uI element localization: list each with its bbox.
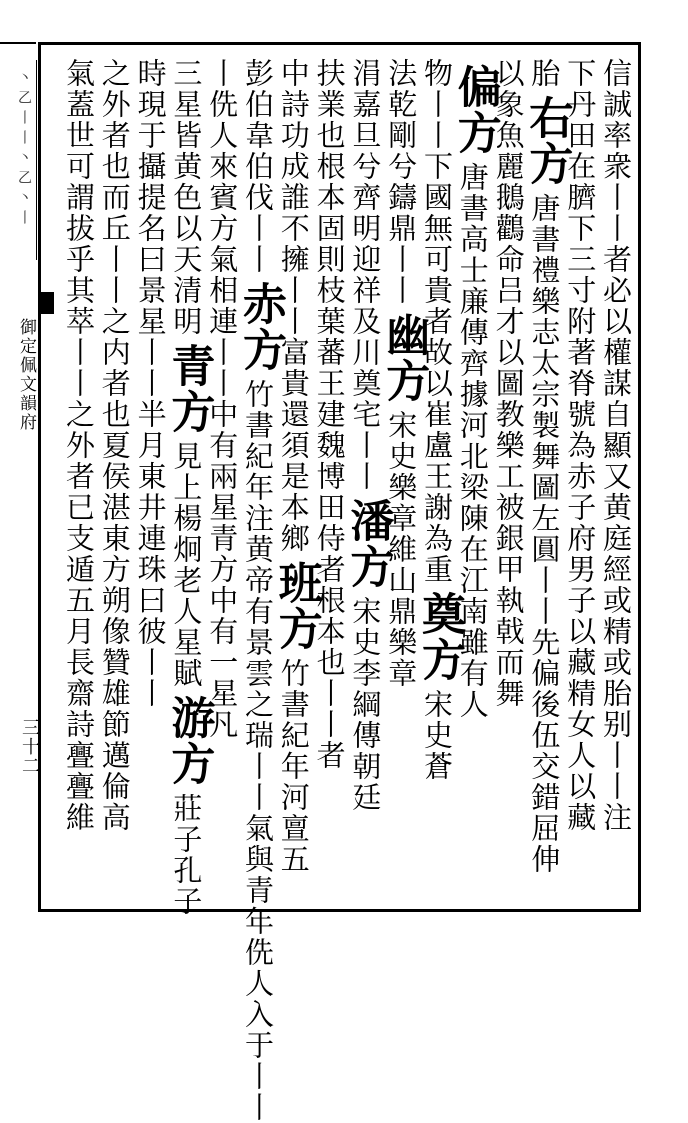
text-column	[59, 58, 99, 908]
entry-heading: 赤方	[235, 281, 286, 373]
column-text: 唐書禮樂志太宗製舞圖左圓丨丨先偏後伍交錯屈伸	[527, 193, 562, 875]
text-column	[235, 58, 286, 1123]
entry-heading: 游方	[163, 695, 215, 787]
column-text: 以象魚麗鵝鸛命吕才以圖教樂工被銀甲執戟而舞	[491, 58, 526, 709]
entry-heading: 青方	[163, 343, 215, 435]
entry-heading: 奠方	[414, 591, 465, 683]
margin-top-fragment: 丶乙丨丨丶乙丶丨	[16, 70, 32, 230]
column-text: 氣蓋世可謂拔乎其萃丨丨之外者已支遁五月長齋詩亹亹維	[62, 58, 96, 833]
text-column	[489, 58, 529, 908]
text-column	[449, 58, 501, 908]
column-text: 竹書紀年注黄帝有景雲之瑞丨丨氣與青	[241, 379, 275, 906]
text-column	[378, 58, 430, 908]
column-text: 方氣相連丨丨中有兩星青方中有一星凡	[205, 213, 240, 740]
column-text: 唐書高士廉傳齊據河北梁陳在江南雖有人	[455, 162, 490, 720]
column-text: 鼎樂章	[384, 596, 419, 689]
column-text: 見上楊炯老人星賦	[169, 441, 204, 689]
book-title: 御定佩文韻府	[16, 318, 36, 432]
column-text: 丨丨半月東井連珠	[133, 337, 168, 585]
column-text: 宋史樂章維山	[384, 410, 419, 596]
column-text: 法乾剛兮鑄鼎丨丨	[384, 58, 419, 306]
text-column	[95, 58, 135, 908]
text-column	[270, 58, 322, 908]
text-column	[131, 58, 171, 908]
column-text: 之外者也而丘丨丨之内者也夏侯湛東方朔像贊雄節邁倫高	[97, 58, 132, 833]
column-text: 信誠率衆丨丨者必以權謀自顯又黄庭經或精或胎别丨丨注	[599, 58, 633, 833]
entry-heading: 潘方	[342, 498, 394, 590]
column-text: 下丹田在臍下三寸附著脊號為赤子府男子以藏精女人以藏	[563, 58, 598, 833]
text-column	[310, 58, 350, 908]
column-text: 涓嘉旦兮齊明迎祥	[348, 58, 383, 306]
page-number: 三十二	[19, 718, 40, 775]
entry-heading: 班方	[270, 560, 322, 652]
margin-top-rule	[0, 42, 36, 44]
frame-bottom-rule	[38, 909, 640, 912]
entry-heading: 右方	[521, 95, 573, 187]
entry-heading: 偏方	[449, 64, 501, 156]
column-text: 丨侁人來賓	[205, 58, 240, 213]
column-text: 胎	[527, 58, 562, 89]
column-text: 宋史蒼	[420, 689, 454, 782]
text-column	[414, 58, 465, 908]
text-column	[342, 58, 394, 908]
entry-heading: 幽方	[378, 312, 430, 404]
text-column	[163, 58, 215, 917]
column-text: 竹書紀年河亶五	[276, 658, 311, 875]
column-text: 物丨丨下國無可貴者故以崔盧王謝為重	[420, 58, 454, 585]
column-text: 扶業也根本固則枝葉蕃王建魏博田侍	[312, 58, 347, 554]
fishtail-mark	[38, 292, 54, 314]
column-text: 彭伯韋伯伐丨丨	[241, 58, 275, 275]
frame-left-rule	[38, 42, 41, 912]
column-text: 年侁人入于丨丨	[241, 906, 275, 1123]
column-text: 莊子孔子	[169, 793, 204, 917]
text-column	[521, 58, 573, 908]
column-text: 曰彼丨丨	[133, 585, 168, 709]
text-column	[596, 58, 636, 908]
column-text: 三星皆黄色以天清明	[169, 58, 204, 337]
column-text: 中詩功成誰不擁丨丨富貴還須是本鄉	[276, 58, 311, 554]
column-text: 宋史李綱傳朝廷	[348, 596, 383, 813]
frame-right-rule	[638, 42, 641, 912]
column-text: 者根本也丨丨者	[312, 554, 347, 771]
column-text: 及川奠宅丨丨	[348, 306, 383, 492]
frame-top-rule	[38, 42, 640, 45]
column-text: 時現于攝提名曰景星	[133, 58, 168, 337]
